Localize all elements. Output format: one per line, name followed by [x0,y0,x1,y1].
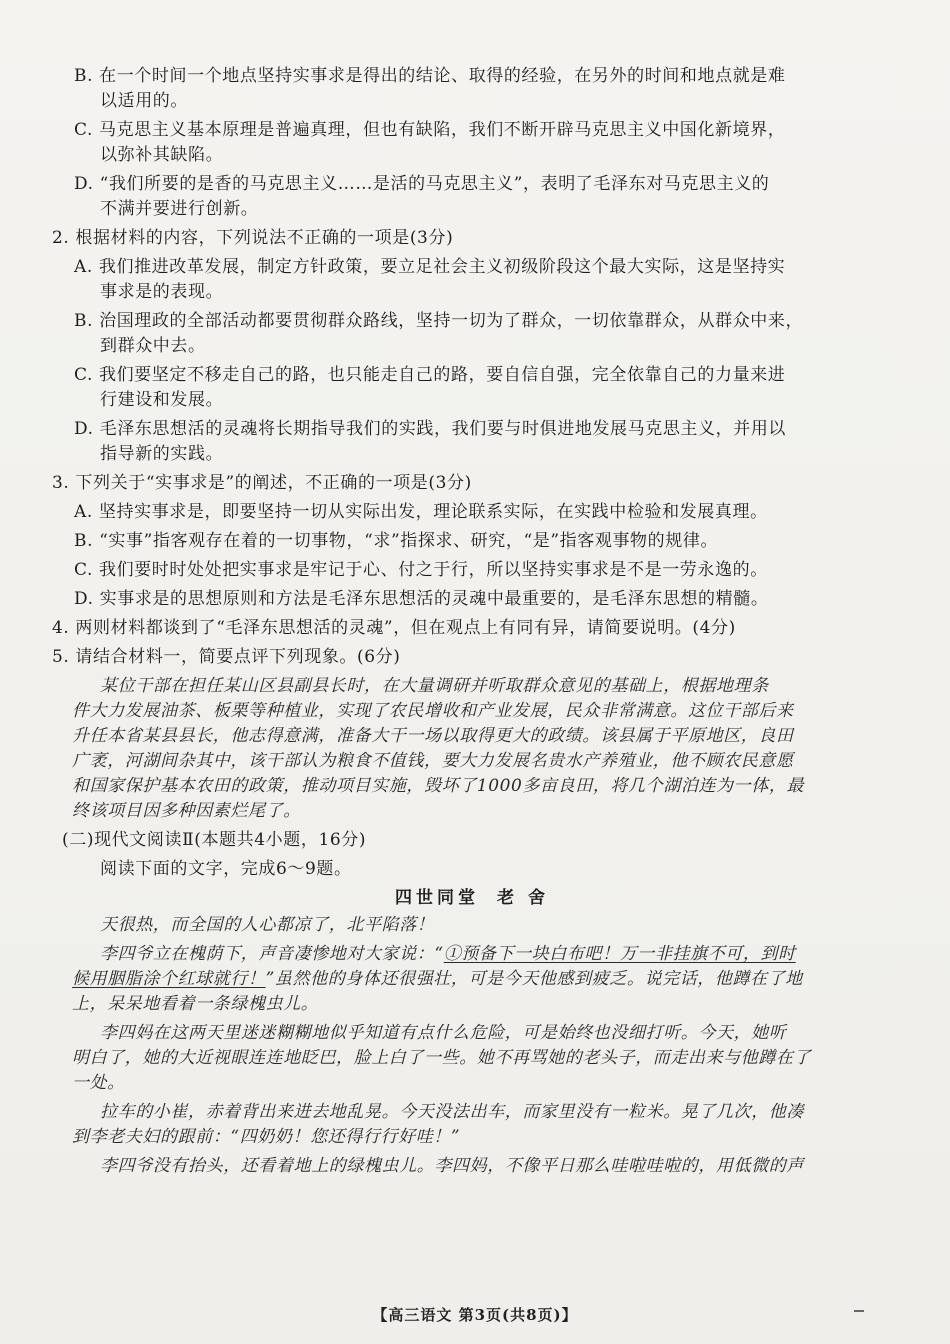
story-text: 李四爷立在槐荫下，声音凄惨地对大家说：“ [100,944,444,964]
q1-option-c [52,118,892,168]
option-text-cont: 以适用的。 [100,91,188,111]
q2-option-b: B. 治国理政的全部活动都要贯彻群众路线，坚持一切为了群众，一切依靠群众，从群众中来， [74,311,804,331]
q2-option-a-cont: 事求是的表现。 [100,282,224,302]
story-paragraph: 天很热，而全国的人心都凉了，北平陷落！ [100,915,435,935]
option-text: D. “我们所要的是香的马克思主义……是活的马克思主义”，表明了毛泽东对马克思主义的 [74,174,770,194]
q1-option-d [52,172,892,222]
q3-option-b: B. “实事”指客观存在着的一切事物，“求”指探求、研究，“是”指客观事物的规律。 [74,531,719,551]
option-text: C. 马克思主义基本原理是普遍真理，但也有缺陷，我们不断开辟马克思主义中国化新境界， [74,120,786,140]
q2-option-a: A. 我们推进改革发展，制定方针政策，要立足社会主义初级阶段这个最大实际，这是坚持实 [74,257,786,277]
question-stem: 3. 下列关于“实事求是”的阐述，不正确的一项是(3分) [52,473,472,493]
section-instruction: 阅读下面的文字，完成6～9题。 [100,859,352,879]
q1-option-b [52,64,892,114]
section-heading: (二)现代文阅读Ⅱ(本题共4小题，16分) [62,830,367,850]
story-body [52,913,892,1179]
option-text-cont: 以弥补其缺陷。 [100,145,224,165]
q2-option-c-cont: 行建设和发展。 [100,390,224,410]
story-paragraph [52,942,892,967]
case-paragraph: 升任本省某县县长，他志得意满，准备大干一场以取得更大的政绩。该县属于平原地区，良田 [72,726,794,746]
story-paragraph-cont [52,967,892,992]
q3-option-a: A. 坚持实事求是，即要坚持一切从实际出发，理论联系实际，在实践中检验和发展真理。 [74,502,768,522]
question-stem: 5. 请结合材料一，简要点评下列现象。(6分) [52,647,401,667]
story-author: 老 舍 [497,888,549,908]
page-footer: 【高三语文 第3页(共8页)】 [372,1306,578,1324]
q3-option-d: D. 实事求是的思想原则和方法是毛泽东思想活的灵魂中最重要的，是毛泽东思想的精髓。 [74,589,769,609]
story-title-text: 四世同堂 [395,888,480,908]
page-content [52,64,892,1179]
q2-option-d: D. 毛泽东思想活的灵魂将长期指导我们的实践，我们要与时俱进地发展马克思主义，并用以 [74,419,787,439]
case-paragraph: 件大力发展油茶、板栗等种植业，实现了农民增收和产业发展，民众非常满意。这位干部后来 [72,701,794,721]
q3-option-c: C. 我们要时时处处把实事求是牢记于心、付之于行，所以坚持实事求是不是一劳永逸的。 [74,560,768,580]
question-5 [52,645,892,824]
story-paragraph-cont: 到李老夫妇的跟前：“四奶奶！您还得行行好哇！” [72,1127,461,1147]
story-paragraph-cont: 明白了，她的大近视眼连连地眨巴，脸上白了一些。她不再骂她的老头子，而走出来与他蹲在了 [72,1048,812,1068]
question-4: 4. 两则材料都谈到了“毛泽东思想活的灵魂”，但在观点上有同有异，请简要说明。(4分) [52,618,736,638]
story-paragraph: 拉车的小崔，赤着背出来进去地乱晃。今天没法出车，而家里没有一粒米。晃了几次，他凑 [100,1102,804,1122]
underlined-sentence: 候用胭脂涂个红球就行！ [72,969,266,989]
option-text: B. 在一个时间一个地点坚持实事求是得出的结论、取得的经验，在另外的时间和地点就是难 [74,66,786,86]
corner-mark [854,1310,864,1312]
question-2 [52,226,892,467]
story-title [52,886,892,911]
story-text: ”虽然他的身体还很强壮，可是今天他感到疲乏。说完话，他蹲在了地 [265,969,803,989]
story-paragraph-cont: 上，呆呆地看着一条绿槐虫儿。 [72,994,319,1014]
case-paragraph: 和国家保护基本农田的政策，推动项目实施，毁坏了1000多亩良田，将几个湖泊连为一体，最 [72,776,805,796]
story-paragraph-cont: 一处。 [72,1073,125,1093]
case-paragraph: 某位干部在担任某山区县副县长时，在大量调研并听取群众意见的基础上，根据地理条 [100,676,769,696]
q2-option-b-cont: 到群众中去。 [100,336,206,356]
story-paragraph: 李四妈在这两天里迷迷糊糊地似乎知道有点什么危险，可是始终也没细打听。今天，她听 [100,1023,787,1043]
underlined-sentence: ①预备下一块白布吧！万一非挂旗不可，到时 [443,944,796,964]
question-3 [52,471,892,612]
case-paragraph: 广袤，河湖间杂其中，该干部认为粮食不值钱，要大力发展名贵水产养殖业，他不顾农民意愿 [72,751,794,771]
case-paragraph: 终该项目因多种因素烂尾了。 [72,801,301,821]
q2-option-c: C. 我们要坚定不移走自己的路，也只能走自己的路，要自信自强，完全依靠自己的力量来进 [74,365,786,385]
option-text-cont: 不满并要进行创新。 [100,199,259,219]
question-stem: 2. 根据材料的内容，下列说法不正确的一项是(3分) [52,228,454,248]
story-paragraph: 李四爷没有抬头，还看着地上的绿槐虫儿。李四妈，不像平日那么哇啦哇啦的，用低微的声 [100,1156,804,1176]
q2-option-d-cont: 指导新的实践。 [100,444,224,464]
